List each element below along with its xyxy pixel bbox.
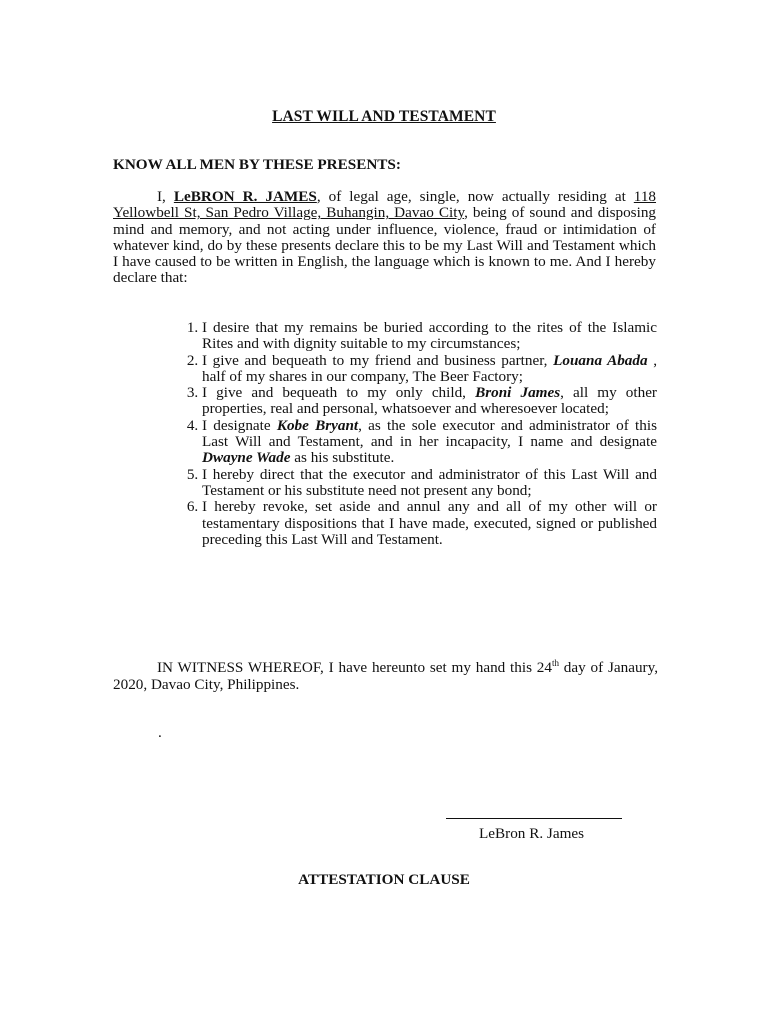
provision-5-text: I hereby direct that the executor and administrator of this Last Will and Testament or his substitute need not present any bond;: [202, 465, 657, 499]
attestation-heading: ATTESTATION CLAUSE: [298, 871, 470, 888]
provision-item-3: [202, 385, 657, 418]
beneficiary-name-child: Broni James: [475, 384, 561, 402]
testator-address: 118 Yellowbell St, San Pedro Village, Buhangin, Davao City: [113, 188, 657, 222]
provision-2-before: I give and bequeath to my friend and business partner,: [202, 351, 554, 369]
witness-before: IN WITNESS WHEREOF, I have hereunto set my hand this 24: [157, 659, 552, 676]
provision-item-5: [202, 467, 657, 500]
provision-1-text: I desire that my remains be buried according to the rites of the Islamic Rites and with dignity suitable to my circumstances;: [202, 319, 657, 353]
provision-item-2: [202, 353, 657, 386]
provisions-list: [158, 320, 657, 548]
witness-paragraph: [113, 657, 658, 693]
ordinal-superscript: th: [551, 657, 559, 668]
stray-mark: .: [158, 724, 162, 741]
intro-paragraph: [113, 189, 656, 287]
provision-6-text: I hereby revoke, set aside and annul any and all of my other will or testamentary dispositions that I have made, executed, signed or published preceding this Last Will and Testament.: [202, 498, 657, 548]
intro-prefix: I,: [157, 188, 174, 205]
substitute-executor-name: Dwayne Wade: [202, 449, 291, 467]
beneficiary-name-partner: Louana Abada: [553, 351, 648, 369]
intro-after-name: , of legal age, single, now actually residing at: [316, 188, 634, 205]
provision-4-middle: , as the sole executor and administrator of this Last Will and Testament, and in her incapacity, I name and designate: [202, 416, 657, 451]
salutation: KNOW ALL MEN BY THESE PRESENTS:: [113, 156, 401, 173]
testator-name: LeBRON R. JAMES: [173, 188, 317, 205]
witness-after: day of Janaury, 2020, Davao City, Philippines.: [113, 659, 658, 693]
provision-3-after: , all my other properties, real and personal, whatsoever and wheresoever located;: [202, 384, 657, 418]
intro-remainder: , being of sound and disposing mind and memory, and not acting under influence, violence, fraud or intimidation of whatever kind, do by these presents declare this to be my Last Will and Testament which I have caused to be written in English, the language which is known to me. And I hereby declare that:: [113, 204, 657, 287]
signature-line: [446, 818, 622, 819]
document-title: LAST WILL AND TESTAMENT: [272, 108, 496, 125]
executor-name: Kobe Bryant: [276, 416, 359, 434]
provision-4-after: as his substitute.: [290, 449, 395, 467]
provision-item-1: [202, 320, 657, 353]
provision-4-before: I designate: [202, 416, 277, 434]
provision-3-before: I give and bequeath to my only child,: [202, 384, 476, 402]
provision-2-after: , half of my shares in our company, The Beer Factory;: [202, 351, 657, 385]
signatory-name: LeBron R. James: [479, 825, 585, 842]
provision-item-4: [202, 418, 657, 467]
provision-item-6: [202, 499, 657, 548]
